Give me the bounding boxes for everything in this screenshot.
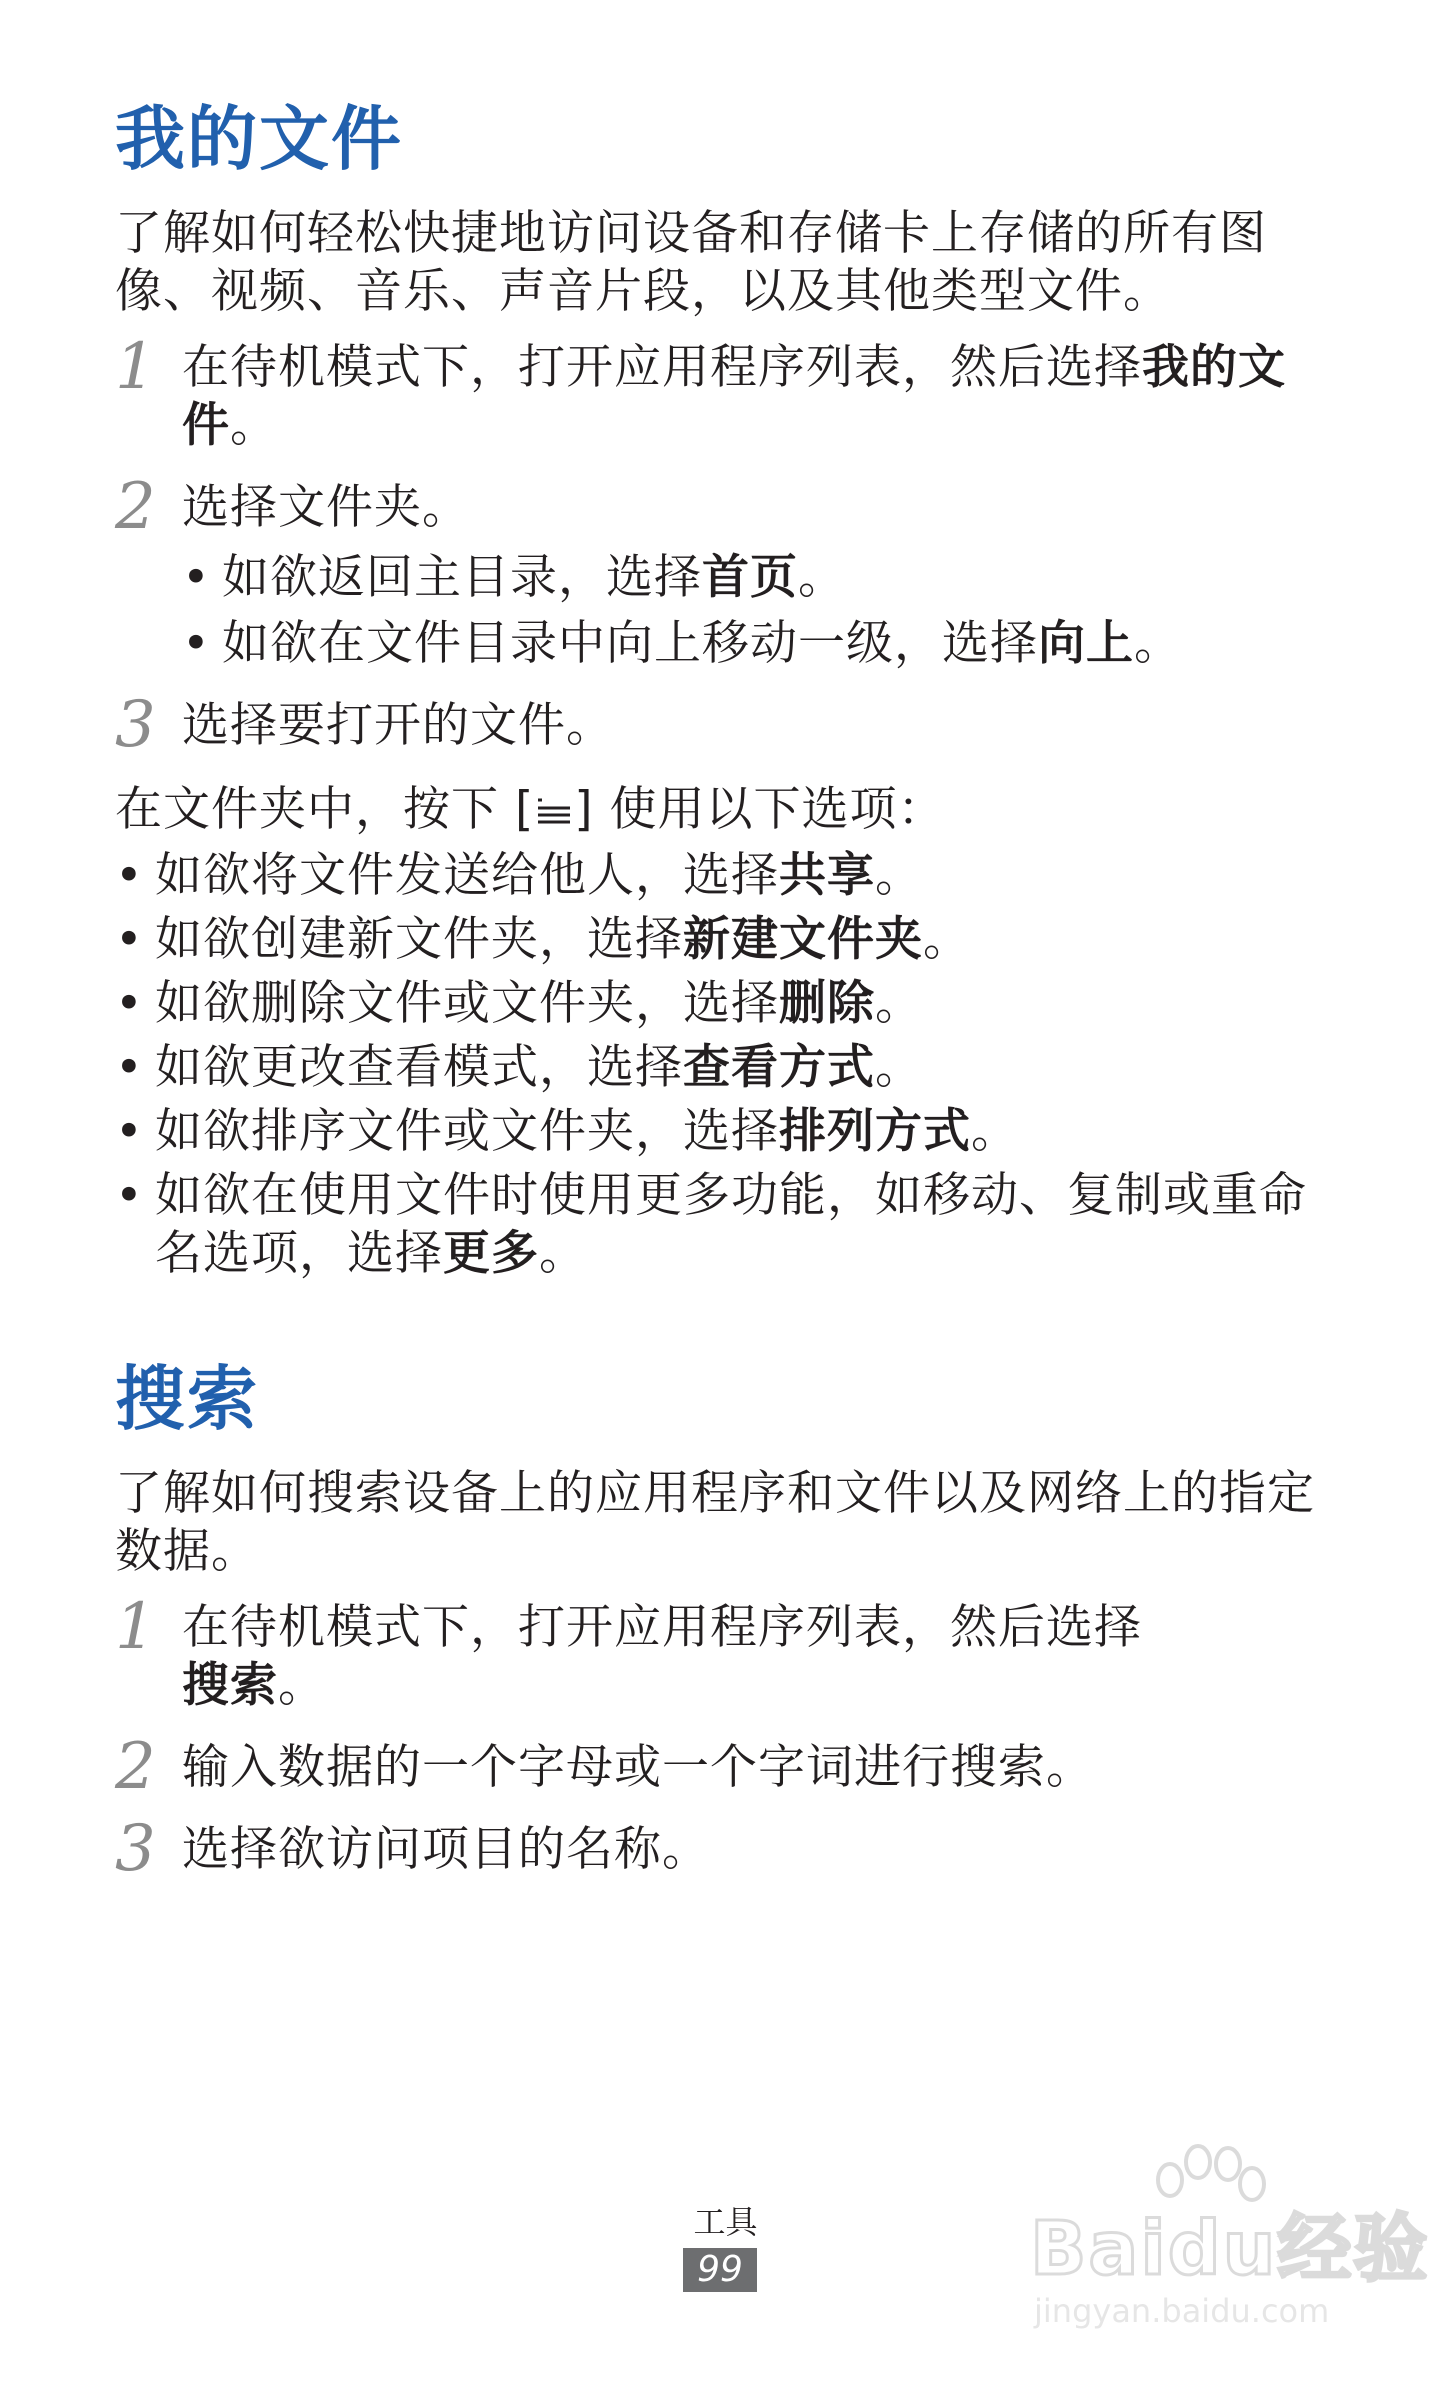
section-intro-search: 了解如何搜索设备上的应用程序和文件以及网络上的指定数据。 xyxy=(115,1466,1315,1579)
sub-end: 。 xyxy=(1134,616,1182,671)
step-text: 选择文件夹。 xyxy=(182,480,470,535)
option-bold-term: 排列方式 xyxy=(779,1104,971,1159)
step-item xyxy=(115,1812,1345,1886)
step-number: 3 xyxy=(115,1812,157,1886)
option-end: 。 xyxy=(875,976,923,1031)
step-item xyxy=(115,330,1345,455)
footer-section-label: 工具 xyxy=(693,2203,758,2241)
bullet-icon: • xyxy=(115,1168,144,1223)
option-end: 。 xyxy=(923,912,971,967)
sub-bold-term: 向上 xyxy=(1038,616,1134,671)
step-item xyxy=(115,688,1345,762)
step-number: 1 xyxy=(115,330,157,404)
options-intro-after: ] 使用以下选项： xyxy=(574,782,946,837)
step-number: 1 xyxy=(115,1590,157,1664)
bullet-icon: • xyxy=(115,912,144,967)
steps-my-files xyxy=(115,330,1345,762)
option-item xyxy=(115,847,1345,905)
option-end: 。 xyxy=(971,1104,1019,1159)
step-number: 2 xyxy=(115,470,157,544)
step-bold-term: 我的文件 xyxy=(182,340,1286,453)
option-item xyxy=(115,1039,1345,1097)
option-text: 如欲排序文件或文件夹，选择 xyxy=(155,1104,779,1159)
option-text: 如欲在使用文件时使用更多功能，如移动、复制或重命名选项，选择 xyxy=(155,1168,1307,1281)
watermark-brand: Baidu经验 xyxy=(1030,2206,1430,2292)
step-text: 选择要打开的文件。 xyxy=(182,698,614,753)
bullet-icon: • xyxy=(115,1104,144,1159)
steps-search xyxy=(115,1590,1345,1886)
options-intro xyxy=(115,781,1345,839)
option-bold-term: 查看方式 xyxy=(683,1040,875,1095)
section-title-search: 搜索 xyxy=(115,1358,259,1440)
option-text: 如欲将文件发送给他人，选择 xyxy=(155,848,779,903)
step-sub-list xyxy=(182,549,1345,673)
sub-text: 如欲在文件目录中向上移动一级，选择 xyxy=(222,616,1038,671)
step-bold-term: 搜索 xyxy=(182,1658,278,1713)
sub-list-item xyxy=(182,615,1345,673)
option-item xyxy=(115,1167,1345,1283)
section-title-my-files: 我的文件 xyxy=(115,98,403,180)
option-item xyxy=(115,1103,1345,1161)
sub-end: 。 xyxy=(798,550,846,605)
step-text: 输入数据的一个字母或一个字词进行搜索。 xyxy=(182,1740,1094,1795)
page-number-badge: 99 xyxy=(683,2248,757,2292)
watermark-url: jingyan.baidu.com xyxy=(1034,2292,1330,2330)
option-text: 如欲创建新文件夹，选择 xyxy=(155,912,683,967)
watermark-logo xyxy=(1030,2150,1430,2350)
option-end: 。 xyxy=(875,1040,923,1095)
step-number: 2 xyxy=(115,1730,157,1804)
step-number: 3 xyxy=(115,688,157,762)
option-bold-term: 新建文件夹 xyxy=(683,912,923,967)
options-list xyxy=(115,847,1345,1283)
option-bold-term: 删除 xyxy=(779,976,875,1031)
step-item xyxy=(115,470,1345,673)
option-item xyxy=(115,975,1345,1033)
section-intro-my-files: 了解如何轻松快捷地访问设备和存储卡上存储的所有图像、视频、音乐、声音片段，以及其他类型文件。 xyxy=(115,206,1267,319)
step-item xyxy=(115,1730,1345,1804)
option-item xyxy=(115,911,1345,969)
bullet-icon: • xyxy=(182,550,211,605)
sub-bold-term: 首页 xyxy=(702,550,798,605)
option-end: 。 xyxy=(539,1226,587,1281)
step-text: 选择欲访问项目的名称。 xyxy=(182,1822,710,1877)
sub-text: 如欲返回主目录，选择 xyxy=(222,550,702,605)
step-end: 。 xyxy=(230,398,278,453)
option-bold-term: 更多 xyxy=(443,1226,539,1281)
page-content xyxy=(115,95,1345,1886)
bullet-icon: • xyxy=(115,1040,144,1095)
menu-key-icon xyxy=(534,781,574,839)
bullet-icon: • xyxy=(182,616,211,671)
step-text: 在待机模式下，打开应用程序列表，然后选择 xyxy=(182,340,1142,395)
option-bold-term: 共享 xyxy=(779,848,875,903)
sub-list-item xyxy=(182,549,1345,607)
step-text: 在待机模式下，打开应用程序列表，然后选择 xyxy=(182,1600,1142,1655)
bullet-icon: • xyxy=(115,848,144,903)
option-text: 如欲删除文件或文件夹，选择 xyxy=(155,976,779,1031)
step-end: 。 xyxy=(278,1658,326,1713)
step-item xyxy=(115,1590,1345,1715)
options-intro-before: 在文件夹中，按下 [ xyxy=(115,782,535,837)
bullet-icon: • xyxy=(115,976,144,1031)
option-end: 。 xyxy=(875,848,923,903)
option-text: 如欲更改查看模式，选择 xyxy=(155,1040,683,1095)
